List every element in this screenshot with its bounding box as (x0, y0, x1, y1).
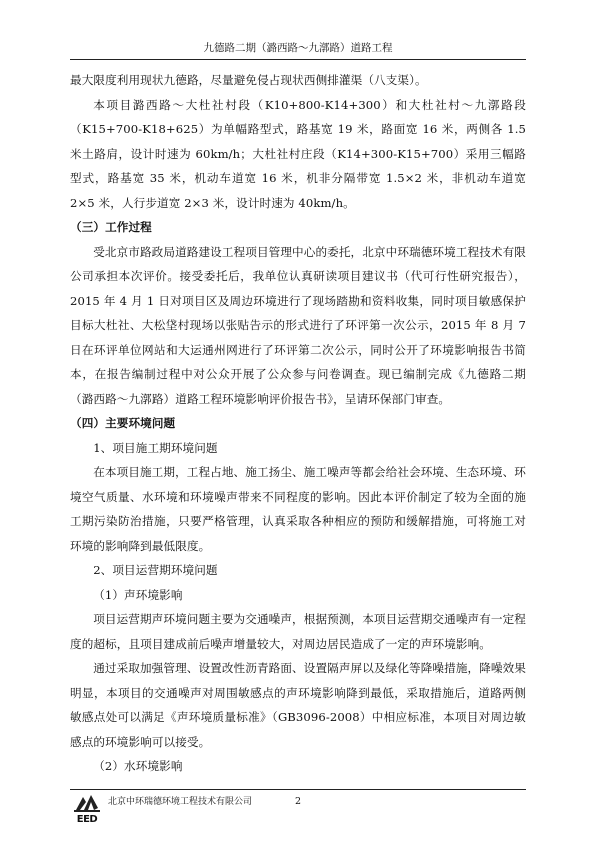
document-body (70, 68, 526, 779)
subsection-heading: 1、项目施工期环境问题 (93, 440, 218, 455)
paragraph: 项目运营期声环境问题主要为交通噪声，根据预测，本项目运营期交通噪声有一定程度的超标，且项目建成前后噪声增量较大，对周边居民造成了一定的声环境影响。 (70, 612, 526, 651)
section-heading: （四）主要环境问题 (70, 416, 176, 430)
paragraph: 最大限度利用现状九德路，尽量避免侵占现状西侧排灌渠（八支渠）。 (70, 73, 427, 87)
footer-company-name: 北京中环瑞德环境工程技术有限公司 (108, 797, 253, 807)
logo-mark-icon (72, 790, 102, 814)
paragraph: 在本项目施工期，工程占地、施工扬尘、施工噪声等都会给社会环境、生态环境、环境空气质量、水环境和环境噪声带来不同程度的影响。因此本评价制定了较为全面的施工期污染防治措施，只要严格管理，认真采取各种相应的预防和缓解措施，可将施工对环境的影响降到最低限度。 (70, 465, 526, 553)
subsection-heading: （1）声环境影响 (93, 587, 183, 602)
page-header-title: 九德路二期（潞西路～九漷路）道路工程 (203, 42, 393, 54)
logo-wordmark: EED (76, 814, 98, 825)
footer-divider (70, 789, 526, 790)
header-divider (70, 59, 526, 60)
page-number: 2 (295, 796, 302, 807)
subsection-heading: 2、项目运营期环境问题 (93, 563, 218, 577)
company-logo (72, 790, 102, 828)
subsection-heading: （2）水环境影响 (93, 759, 183, 773)
paragraph: 受北京市路政局道路建设工程项目管理中心的委托，北京中环瑞德环境工程技术有限公司承担本次评价。接受委托后，我单位认真研读项目建议书（代可行性研究报告），2015 年 4 月 1 日对项目区及周边环境进行了现场踏勘和资料收集，同时项目敏感保护目标大杜社、大松垡村现场以张贴告示的形式进行了环评第一次公示，2015 年 8 月 7 日在环评单位网站和大运通州网进行了环评第二次公示，同时公开了环境影响报告书简本，在报告编制过程中对公众开展了公众参与问卷调查。现已编制完成《九德路二期（潞西路～九漷路）道路工程环境影响评价报告书》，呈请环保部门审查。 (70, 244, 526, 406)
paragraph: 本项目潞西路～大杜社村段（K10+800-K14+300）和大杜社村～九漷路段（K15+700-K18+625）为单幅路型式，路基宽 19 米，路面宽 16 米，两侧各 1.5 米土路肩，设计时速为 60km/h；大杜社村庄段（K14+300-K15+700）采用三幅路型式，路基宽 35 米，机动车道宽 16 米，机非分隔带宽 1.5×2 米，非机动车道宽 2×5 米，人行步道宽 2×3 米，设计时速为 40km/h。 (70, 97, 526, 210)
paragraph: 通过采取加强管理、设置改性沥青路面、设置隔声屏以及绿化等降噪措施，降噪效果明显，本项目的交通噪声对周围敏感点的声环境影响降到最低，采取措施后，道路两侧敏感点处可以满足《声环境质量标准》（GB3096-2008）中相应标准，本项目对周边敏感点的环境影响可以接受。 (70, 661, 526, 749)
section-heading: （三）工作过程 (70, 220, 152, 234)
